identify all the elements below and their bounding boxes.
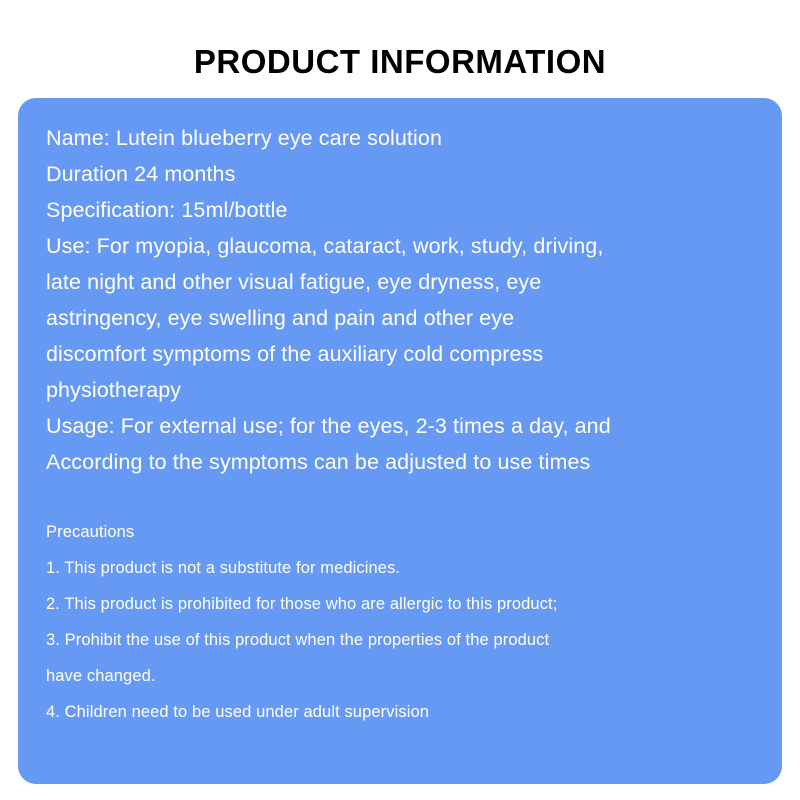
product-specification-line: Specification: 15ml/bottle — [46, 198, 288, 222]
product-information-card — [18, 98, 782, 784]
block-divider-space — [46, 480, 752, 514]
page-title: PRODUCT INFORMATION — [193, 43, 607, 80]
precaution-item-3-line-1: 3. Prohibit the use of this product when the properties of the product — [46, 631, 550, 649]
product-use-line-3: astringency, eye swelling and pain and other eye — [46, 306, 515, 330]
product-use-line-5: physiotherapy — [46, 378, 182, 402]
precautions-block — [46, 514, 752, 730]
product-use-line-1: Use: For myopia, glaucoma, cataract, work, study, driving, — [46, 234, 604, 258]
product-use-line-4: discomfort symptoms of the auxiliary cold compress — [46, 342, 544, 366]
product-details-block — [46, 120, 752, 480]
precaution-item-1: 1. This product is not a substitute for medicines. — [46, 559, 401, 577]
precaution-item-2: 2. This product is prohibited for those who are allergic to this product; — [46, 595, 558, 613]
precaution-item-3-line-2: have changed. — [46, 667, 156, 685]
product-duration-line: Duration 24 months — [46, 162, 236, 186]
product-use-line-2: late night and other visual fatigue, eye dryness, eye — [46, 270, 542, 294]
product-usage-line-2: According to the symptoms can be adjusted to use times — [46, 450, 591, 474]
product-usage-line-1: Usage: For external use; for the eyes, 2-3 times a day, and — [46, 414, 611, 438]
precaution-item-4: 4. Children need to be used under adult supervision — [46, 703, 430, 721]
precautions-heading: Precautions — [46, 523, 135, 541]
product-name-line: Name: Lutein blueberry eye care solution — [46, 126, 442, 150]
